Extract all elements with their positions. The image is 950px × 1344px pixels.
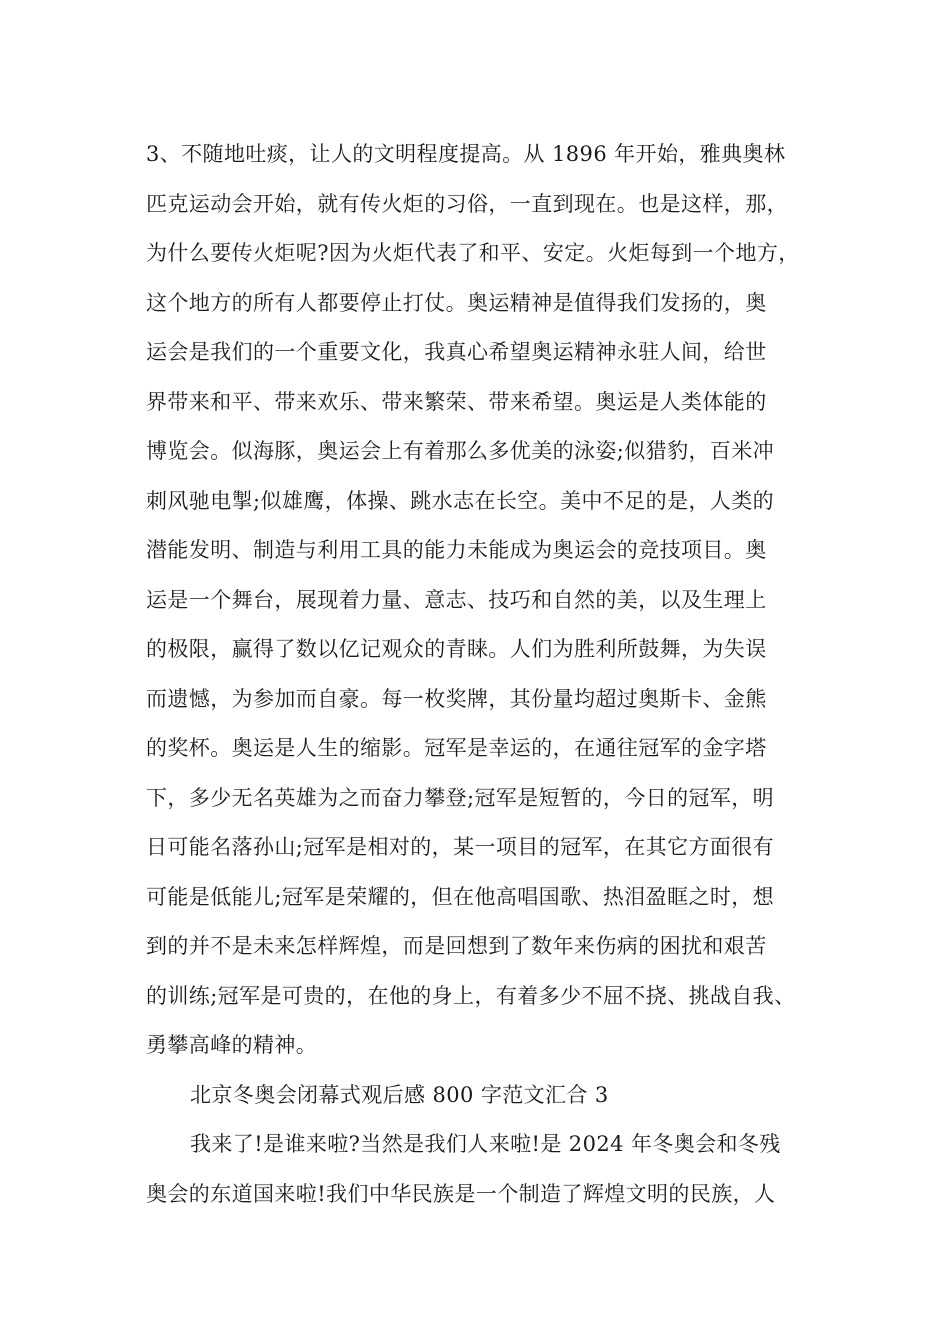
text-line: 博览会。似海豚，奥运会上有着那么多优美的泳姿;似猎豹，百米冲 <box>146 439 775 463</box>
text-line: 奥会的东道国来啦!我们中华民族是一个制造了辉煌文明的民族，人 <box>146 1181 776 1206</box>
document-body <box>146 134 826 1223</box>
text-line: 我来了!是谁来啦?当然是我们人来啦!是 2024 年冬奥会和冬残 <box>190 1132 781 1156</box>
text-line: 这个地方的所有人都要停止打仗。奥运精神是值得我们发扬的，奥 <box>146 290 767 315</box>
text-line: 勇攀高峰的精神。 <box>146 1033 318 1057</box>
text-line: 的奖杯。奥运是人生的缩影。冠军是幸运的，在通往冠军的金字塔 <box>146 736 767 760</box>
text-line: 匹克运动会开始，就有传火炬的习俗，一直到现在。也是这样，那， <box>146 191 788 216</box>
text-line: 到的并不是未来怎样辉煌，而是回想到了数年来伤病的困扰和艰苦 <box>146 934 767 958</box>
text-line: 刺风驰电掣;似雄鹰，体操、跳水志在长空。美中不足的是，人类的 <box>146 488 775 513</box>
text-line: 而遗憾，为参加而自豪。每一枚奖牌，其份量均超过奥斯卡、金熊 <box>146 686 767 711</box>
text-line: 下，多少无名英雄为之而奋力攀登;冠军是短暂的，今日的冠军，明 <box>146 785 775 810</box>
text-line: 3、不随地吐痰，让人的文明程度提高。从 1896 年开始，雅典奥林 <box>146 142 786 166</box>
text-line: 可能是低能儿;冠军是荣耀的，但在他高唱国歌、热泪盈眶之时，想 <box>146 884 775 909</box>
text-line: 的训练;冠军是可贵的，在他的身上，有着多少不屈不挠、挑战自我、 <box>146 983 796 1008</box>
text-line: 日可能名落孙山;冠军是相对的，某一项目的冠军，在其它方面很有 <box>146 835 775 859</box>
text-line: 界带来和平、带来欢乐、带来繁荣、带来希望。奥运是人类体能的 <box>146 389 767 414</box>
section-heading: 北京冬奥会闭幕式观后感 800 字范文汇合 3 <box>190 1082 609 1107</box>
text-line: 运会是我们的一个重要文化，我真心希望奥运精神永驻人间，给世 <box>146 340 767 364</box>
text-line: 的极限，赢得了数以亿记观众的青睐。人们为胜利所鼓舞，为失误 <box>146 637 767 661</box>
text-line: 为什么要传火炬呢?因为火炬代表了和平、安定。火炬每到一个地方， <box>146 241 800 265</box>
text-line: 运是一个舞台，展现着力量、意志、技巧和自然的美，以及生理上 <box>146 587 767 612</box>
text-line: 潜能发明、制造与利用工具的能力未能成为奥运会的竞技项目。奥 <box>146 538 767 562</box>
